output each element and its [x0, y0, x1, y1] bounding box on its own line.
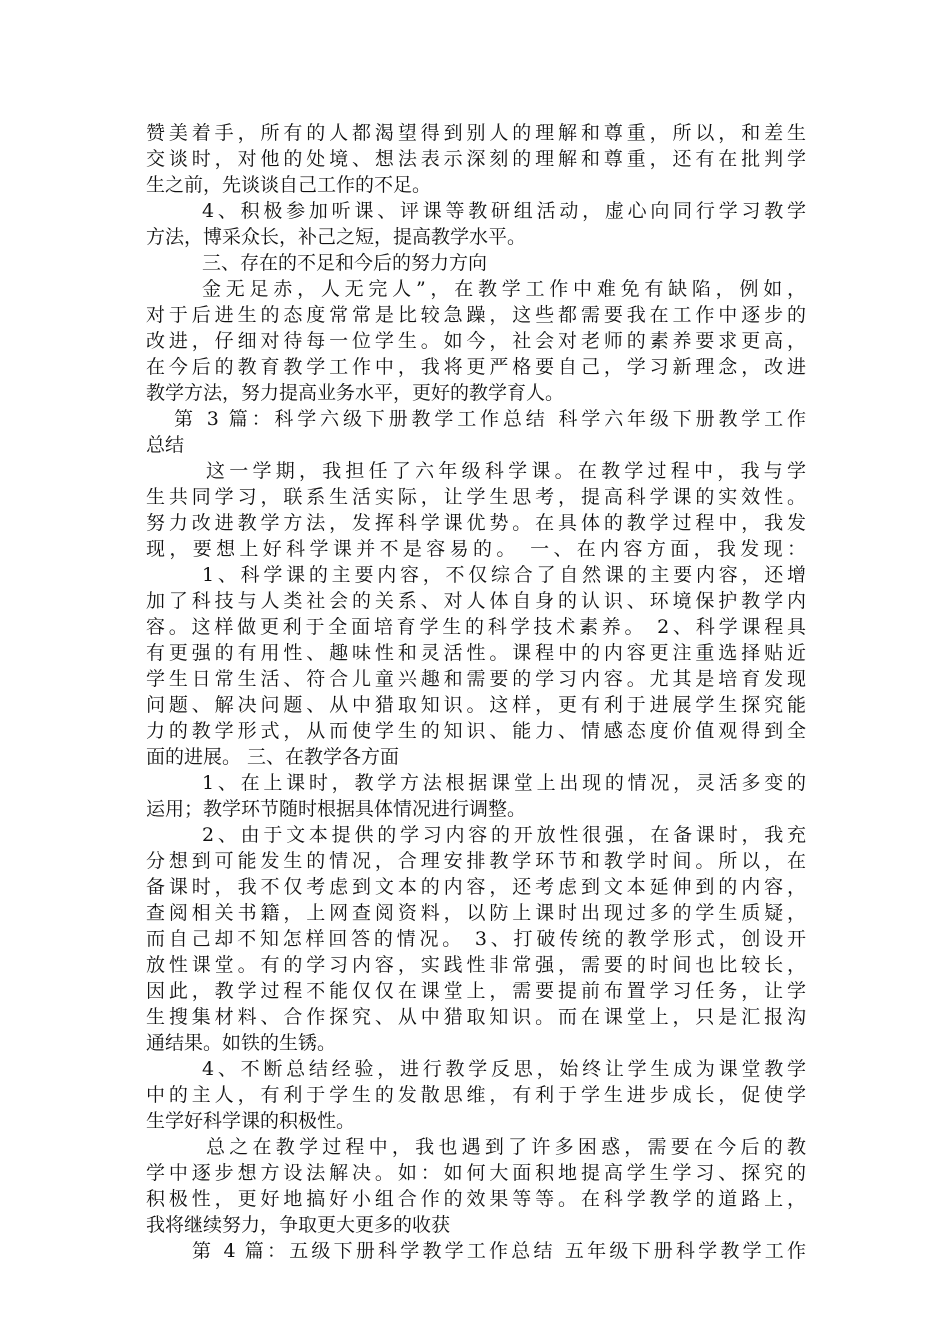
text-line: 交谈时，对他的处境、想法表示深刻的理解和尊重，还有在批判学 [146, 148, 806, 170]
text-line: 而自己却不知怎样回答的情况。 3、打破传统的教学形式，创设开 [146, 928, 806, 950]
text-line: 对于后进生的态度常常是比较急躁，这些都需要我在工作中逐步的 [146, 304, 806, 326]
text-line: 现，要想上好科学课并不是容易的。 一、在内容方面，我发现： [146, 538, 806, 560]
text-line: 加了科技与人类社会的关系、对人体自身的认识、环境保护教学内 [146, 590, 806, 612]
text-line: 努力改进教学方法，发挥科学课优势。在具体的教学过程中，我发 [146, 512, 806, 534]
text-line: 生共同学习，联系生活实际，让学生思考，提高科学课的实效性。 [146, 486, 806, 508]
text-line: 学生日常生活、符合儿童兴趣和需要的学习内容。尤其是培育发现 [146, 668, 806, 690]
text-line: 力的教学形式，从而使学生的知识、能力、情感态度价值观得到全 [146, 720, 806, 742]
text-line: 生搜集材料、合作探究、从中猎取知识。而在课堂上，只是汇报沟 [146, 1006, 806, 1028]
text-line: 1、在上课时，教学方法根据课堂上出现的情况，灵活多变的 [202, 772, 806, 794]
text-line: 生学好科学课的积极性。 [146, 1110, 356, 1132]
text-line: 赞美着手，所有的人都渴望得到别人的理解和尊重，所以，和差生 [146, 122, 806, 144]
text-line: 总结 [146, 434, 185, 456]
text-line: 面的进展。 三、在教学各方面 [146, 746, 400, 768]
text-line: 三、存在的不足和今后的努力方向 [202, 252, 488, 274]
text-line: 我将继续努力，争取更大更多的收获 [146, 1214, 451, 1236]
text-line: 分想到可能发生的情况，合理安排教学环节和教学时间。所以，在 [146, 850, 806, 872]
document-page [146, 120, 806, 1264]
text-line: 学中逐步想方设法解决。如：如何大面积地提高学生学习、探究的 [146, 1162, 806, 1184]
text-line: 改进，仔细对待每一位学生。如今，社会对老师的素养要求更高， [146, 330, 806, 352]
text-line: 问题、解决问题、从中猎取知识。这样，更有利于进展学生探究能 [146, 694, 806, 716]
text-line: 运用；教学环节随时根据具体情况进行调整。 [146, 798, 527, 820]
text-line: 总之在教学过程中，我也遇到了许多困惑，需要在今后的教 [206, 1136, 806, 1158]
text-line: 通结果。如铁的生锈。 [146, 1032, 337, 1054]
text-line: 容。这样做更利于全面培育学生的科学技术素养。 2、科学课程具 [146, 616, 806, 638]
text-line: 4、不断总结经验，进行教学反思，始终让学生成为课堂教学 [202, 1058, 806, 1080]
text-line: 查阅相关书籍，上网查阅资料，以防上课时出现过多的学生质疑， [146, 902, 806, 924]
text-line: 放性课堂。有的学习内容，实践性非常强，需要的时间也比较长， [146, 954, 806, 976]
text-line: 生之前，先谈谈自己工作的不足。 [146, 174, 432, 196]
text-line: 积极性，更好地搞好小组合作的效果等等。在科学教学的道路上， [146, 1188, 806, 1210]
text-line: 2、由于文本提供的学习内容的开放性很强，在备课时，我充 [202, 824, 806, 846]
text-line: 在今后的教育教学工作中，我将更严格要自己，学习新理念，改进 [146, 356, 806, 378]
text-line: 中的主人，有利于学生的发散思维，有利于学生进步成长，促使学 [146, 1084, 806, 1106]
text-line: 金无足赤，人无完人”，在教学工作中难免有缺陷，例如， [202, 278, 806, 300]
text-line: 备课时，我不仅考虑到文本的内容，还考虑到文本延伸到的内容， [146, 876, 806, 898]
text-line: 第 4 篇：五级下册科学教学工作总结 五年级下册科学教学工作 [192, 1240, 806, 1262]
text-line: 方法，博采众长，补己之短，提高教学水平。 [146, 226, 527, 248]
text-line: 1、科学课的主要内容，不仅综合了自然课的主要内容，还增 [202, 564, 806, 586]
text-line: 教学方法，努力提高业务水平，更好的教学育人。 [146, 382, 565, 404]
text-line: 这一学期，我担任了六年级科学课。在教学过程中，我与学 [206, 460, 806, 482]
text-line: 第 3 篇：科学六级下册教学工作总结 科学六年级下册教学工作 [174, 408, 806, 430]
text-line: 因此，教学过程不能仅仅在课堂上，需要提前布置学习任务，让学 [146, 980, 806, 1002]
text-line: 有更强的有用性、趣味性和灵活性。课程中的内容更注重选择贴近 [146, 642, 806, 664]
text-line: 4、积极参加听课、评课等教研组活动，虚心向同行学习教学 [202, 200, 806, 222]
